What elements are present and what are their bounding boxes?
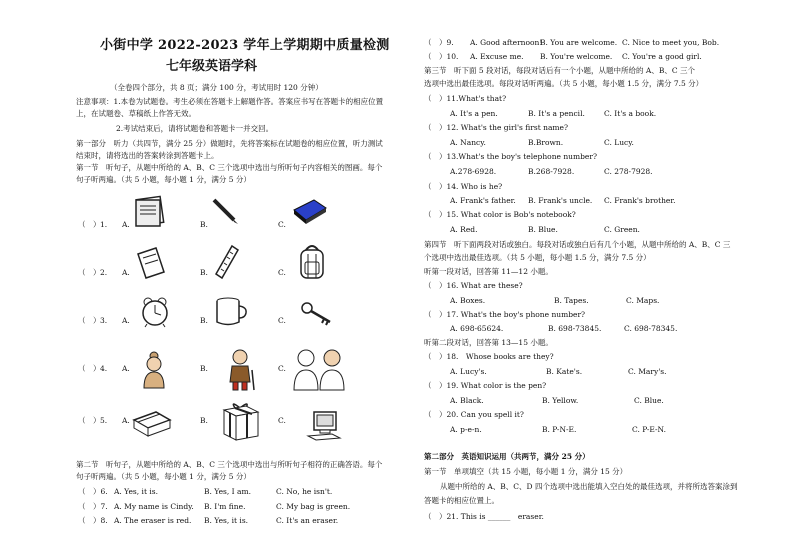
section1-instr-b: 句子听两遍。（共 5 小题，每小题 1 分，满分 5 分） [76, 175, 251, 184]
question-number[interactable]: （ ）7. [78, 502, 108, 511]
option-c[interactable]: C. Maps. [626, 296, 660, 305]
question-number[interactable]: （ ） [78, 316, 101, 325]
notes-line2: 上，在试题卷、草稿纸上作答无效。 [76, 109, 196, 118]
option-c[interactable]: C. Frank's brother. [604, 196, 676, 205]
notebook-icon[interactable] [134, 194, 168, 228]
option-c[interactable]: C. Green. [604, 225, 640, 234]
section2-instr-a: 第二节 听句子，从题中所给的 A、B、C 三个选项中选出与所听句子相符的正确答语。每个 [76, 460, 383, 469]
option-c-label: C. [278, 220, 286, 229]
option-b-label: B. [200, 268, 208, 277]
option-b[interactable]: B. Yellow. [542, 396, 579, 405]
question-number[interactable]: （ ）13.What's the boy's telephone number? [424, 152, 597, 161]
option-a[interactable]: A.278-6928. [450, 167, 497, 176]
option-b[interactable]: B. P-N-E. [542, 425, 577, 434]
section1-instr-a: 第一节 听句子，从题中所给的 A、B、C 三个选项中选出与所听句子内容相关的图画。每个 [76, 163, 383, 172]
question-number[interactable]: （ ）11.What's that? [424, 94, 507, 103]
part2-heading: 第二部分 英语知识运用（共两节，满分 25 分） [424, 452, 590, 461]
option-c[interactable]: C. P-E-N. [632, 425, 667, 434]
option-c[interactable]: C. Mary's. [628, 367, 667, 376]
section2-instr-b: 句子听两遍。（共 5 小题，每小题 1 分，满分 5 分） [76, 472, 251, 481]
question-number: 4. [100, 364, 108, 373]
part2-section1-heading: 第一节 单项填空（共 15 小题，每小题 1 分，满分 15 分） [424, 467, 628, 476]
part2-instr-a: 从题中所给的 A、B、C、D 四个选项中选出能填入空白处的最佳选项，并将所选答案涂到 [440, 482, 738, 491]
option-a-label: A. [122, 220, 130, 229]
exam-info: （全卷四个部分，共 8 页；满分 100 分，考试用时 120 分钟） [110, 83, 323, 92]
option-c-label: C. [278, 416, 286, 425]
option-c[interactable]: C. Lucy. [604, 138, 634, 147]
question-number[interactable]: （ ）17. What's the boy's phone number? [424, 310, 586, 319]
option-c[interactable]: C. Blue. [634, 396, 664, 405]
option-a-label: A. [122, 316, 130, 325]
option-a[interactable]: A. 698-65624. [450, 324, 504, 333]
cup-icon[interactable] [214, 296, 250, 328]
pen-icon[interactable] [210, 196, 240, 226]
question-number[interactable]: （ ）9. [424, 38, 454, 47]
option-b-label: B. [200, 316, 208, 325]
question-number[interactable]: （ ）6. [78, 487, 108, 496]
page-title: 小街中学 2022-2023 学年上学期期中质量检测 [100, 38, 390, 53]
option-c[interactable]: C. It's an eraser. [276, 516, 339, 525]
option-c-label: C. [278, 364, 286, 373]
page-subtitle: 七年级英语学科 [166, 59, 258, 74]
option-a[interactable]: A. The eraser is red. [114, 516, 192, 525]
dialogue1-label: 听第一段对话，回答第 11—12 小题。 [424, 267, 553, 276]
option-b[interactable]: B. It's a pencil. [528, 109, 585, 118]
notes-line3: 2.考试结束后，请将试题卷和答题卡一并交回。 [116, 124, 274, 133]
question-number[interactable]: （ ）10. [424, 52, 459, 61]
option-b[interactable]: B. Kate's. [546, 367, 583, 376]
option-b[interactable]: B. I'm fine. [204, 502, 246, 511]
option-a-label: A. [122, 364, 130, 373]
gift-box-icon[interactable] [222, 400, 260, 442]
question-number[interactable]: （ ）19. What color is the pen? [424, 381, 547, 390]
question-number[interactable]: （ ）14. Who is he? [424, 182, 503, 191]
option-b[interactable]: B. You are welcome. [540, 38, 618, 47]
clock-icon[interactable] [140, 296, 170, 328]
grandparents-icon[interactable] [290, 348, 350, 392]
option-b[interactable]: B. Frank's uncle. [528, 196, 593, 205]
option-b[interactable]: B. You're welcome. [540, 52, 613, 61]
option-c[interactable]: C. My bag is green. [276, 502, 351, 511]
option-a[interactable]: A. My name is Cindy. [114, 502, 194, 511]
option-b-label: B. [200, 364, 208, 373]
question-number: 1. [100, 220, 108, 229]
question-number[interactable]: （ ）16. What are these? [424, 281, 523, 290]
grandpa-icon[interactable] [222, 348, 256, 392]
question-number[interactable]: （ ）15. What color is Bob's notebook? [424, 210, 576, 219]
option-a-label: A. [122, 268, 130, 277]
ruler-icon[interactable] [212, 244, 242, 280]
option-a[interactable]: A. p-e-n. [450, 425, 482, 434]
option-a[interactable]: A. Black. [450, 396, 484, 405]
bed-icon[interactable] [130, 408, 174, 438]
computer-icon[interactable] [306, 410, 342, 442]
dialogue2-label: 听第二段对话，回答第 13—15 小题。 [424, 338, 553, 347]
question-number[interactable]: （ ） [78, 364, 101, 373]
section3-instr-a: 第三节 听下面 5 段对话，每段对话后有一个小题，从题中所给的 A、B、C 三个 [424, 66, 695, 75]
section4-instr-a: 第四节 听下面两段对话或独白。每段对话或独白后有几个小题，从题中所给的 A、B、C 三 [424, 240, 731, 249]
option-b[interactable]: B. 698-73845. [548, 324, 602, 333]
question-number[interactable]: （ ） [78, 416, 101, 425]
option-c[interactable]: C. 278-7928. [604, 167, 653, 176]
option-c[interactable]: C. It's a book. [604, 109, 657, 118]
key-icon[interactable] [300, 300, 334, 326]
question-number[interactable]: （ ）20. Can you spell it? [424, 410, 524, 419]
option-c[interactable]: C. Nice to meet you, Bob. [622, 38, 720, 47]
option-a[interactable]: A. Good afternoon! [470, 38, 543, 47]
option-a[interactable]: A. Excuse me. [470, 52, 524, 61]
section4-instr-b: 个选项中选出最佳选项。（共 5 小题，每小题 1.5 分，满分 7.5 分） [424, 253, 651, 262]
option-b-label: B. [200, 220, 208, 229]
notes-line1: 注意事项：1.本卷为试题卷。考生必须在答题卡上解题作答。答案应书写在答题卡的相应位置 [76, 97, 384, 106]
section3-instr-b: 选项中选出最佳选项。每段对话听两遍。（共 5 小题，每小题 1.5 分，满分 7.5 分） [424, 79, 704, 88]
option-a[interactable]: A. Yes, it is. [114, 487, 158, 496]
option-c-label: C. [278, 316, 286, 325]
question-number: 2. [100, 268, 108, 277]
option-a[interactable]: A. Nancy. [450, 138, 486, 147]
option-c[interactable]: C. No, he isn't. [276, 487, 333, 496]
book-icon[interactable] [134, 246, 166, 280]
option-a[interactable]: A. Frank's father. [450, 196, 516, 205]
option-a[interactable]: A. It's a pen. [450, 109, 498, 118]
option-b[interactable]: B. Yes, it is. [204, 516, 249, 525]
question-number[interactable]: （ ）12. What's the girl's first name? [424, 123, 568, 132]
question-number: 3. [100, 316, 108, 325]
option-a[interactable]: A. Boxes. [450, 296, 486, 305]
question-number[interactable]: （ ） [78, 268, 101, 277]
option-b[interactable]: B.268-7928. [528, 167, 575, 176]
question-21[interactable]: （ ）21. This is ______ eraser. [424, 512, 544, 521]
grandma-icon[interactable] [138, 350, 170, 390]
question-number: 5. [100, 416, 108, 425]
option-b[interactable]: B. Yes, I am. [204, 487, 251, 496]
schoolbag-icon[interactable] [296, 242, 328, 282]
question-number[interactable]: （ ）18. Whose books are they? [424, 352, 554, 361]
option-b[interactable]: B. Tapes. [554, 296, 589, 305]
option-a[interactable]: A. Lucy's. [450, 367, 487, 376]
part1-heading: 第一部分 听力（共四节，满分 25 分）做题时，先将答案标在试题卷的相应位置，听力测试 [76, 139, 383, 148]
eraser-icon[interactable] [290, 196, 330, 226]
option-c[interactable]: C. 698-78345. [624, 324, 678, 333]
option-a-label: A. [122, 416, 130, 425]
option-b-label: B. [200, 416, 208, 425]
question-number[interactable]: （ ） [78, 220, 101, 229]
option-c[interactable]: C. You're a good girl. [622, 52, 702, 61]
question-number[interactable]: （ ）8. [78, 516, 108, 525]
option-b[interactable]: B. Blue. [528, 225, 558, 234]
option-c-label: C. [278, 268, 286, 277]
part2-instr-b: 答题卡的相应位置上。 [424, 496, 499, 505]
part1-heading2: 结束时，请将选出的答案转涂到答题卡上。 [76, 151, 219, 160]
option-b[interactable]: B.Brown. [528, 138, 564, 147]
option-a[interactable]: A. Red. [450, 225, 478, 234]
